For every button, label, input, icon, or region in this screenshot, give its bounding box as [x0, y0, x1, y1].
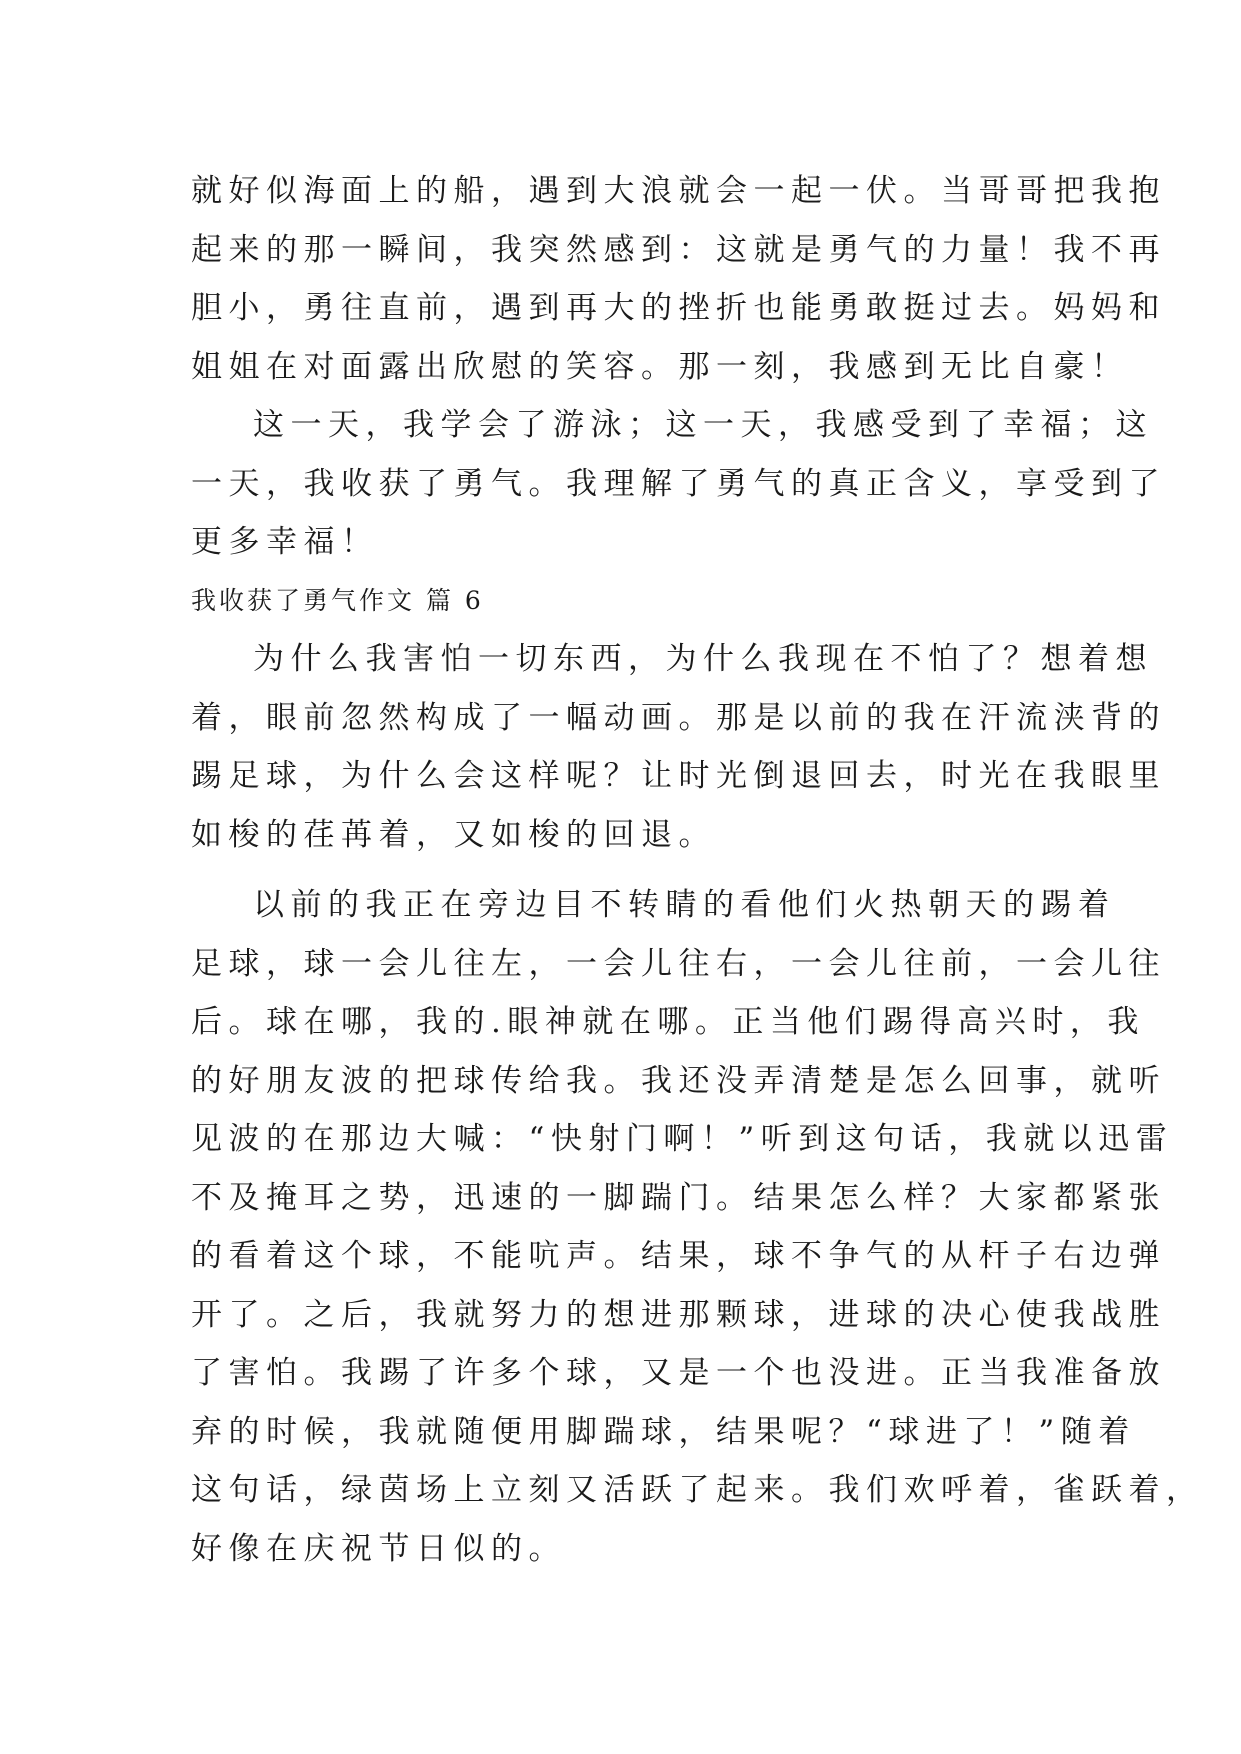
text-line: 更多幸福！ — [191, 524, 379, 560]
text-line: 不及掩耳之势，迅速的一脚踹门。结果怎么样？大家都紧张 — [191, 1179, 1166, 1216]
text-line: 以前的我正在旁边目不转睛的看他们火热朝天的踢着 — [253, 887, 1116, 923]
text-line: 的好朋友波的把球传给我。我还没弄清楚是怎么回事，就听 — [191, 1062, 1166, 1099]
text-line: 后。球在哪，我的.眼神就在哪。正当他们踢得高兴时，我 — [191, 1004, 1145, 1040]
text-line: 着，眼前忽然构成了一幅动画。那是以前的我在汗流浃背的 — [191, 699, 1166, 736]
text-line: 足球，球一会儿往左，一会儿往右，一会儿往前，一会儿往 — [191, 945, 1166, 982]
paragraph-2 — [191, 396, 1166, 572]
text-line: 了害怕。我踢了许多个球，又是一个也没进。正当我准备放 — [191, 1355, 1166, 1391]
text-line: 的看着这个球，不能吭声。结果，球不争气的从杆子右边弹 — [191, 1238, 1166, 1274]
document-page — [191, 162, 1204, 1578]
text-line: 踢足球，为什么会这样呢？让时光倒退回去，时光在我眼里 — [191, 758, 1166, 794]
text-line: 这一天，我学会了游泳；这一天，我感受到了幸福；这 — [253, 407, 1153, 443]
text-line: 一天，我收获了勇气。我理解了勇气的真正含义，享受到了 — [191, 465, 1166, 502]
text-line: 胆小，勇往直前，遇到再大的挫折也能勇敢挺过去。妈妈和 — [191, 290, 1166, 326]
text-line: 起来的那一瞬间，我突然感到：这就是勇气的力量！我不再 — [191, 231, 1166, 268]
text-line: 弃的时候，我就随便用脚踹球，结果呢？“球进了！”随着 — [191, 1413, 1136, 1450]
section-heading: 我收获了勇气作文 篇 6 — [191, 585, 484, 615]
paragraph-4 — [191, 876, 1204, 1578]
text-line: 如梭的荏苒着，又如梭的回退。 — [191, 816, 716, 853]
text-line: 就好似海面上的船，遇到大浪就会一起一伏。当哥哥把我抱 — [191, 173, 1166, 209]
text-line: 开了。之后，我就努力的想进那颗球，进球的决心使我战胜 — [191, 1296, 1166, 1333]
text-line: 姐姐在对面露出欣慰的笑容。那一刻，我感到无比自豪！ — [191, 348, 1129, 385]
text-line: 为什么我害怕一切东西，为什么我现在不怕了？想着想 — [253, 641, 1153, 677]
text-line: 这句话，绿茵场上立刻又活跃了起来。我们欢呼着，雀跃着， — [191, 1472, 1204, 1508]
paragraph-1 — [191, 162, 1166, 396]
paragraph-3 — [191, 630, 1166, 864]
text-line: 好像在庆祝节日似的。 — [191, 1530, 566, 1567]
text-line: 见波的在那边大喊：“快射门啊！”听到这句话，我就以迅雷 — [191, 1121, 1174, 1157]
